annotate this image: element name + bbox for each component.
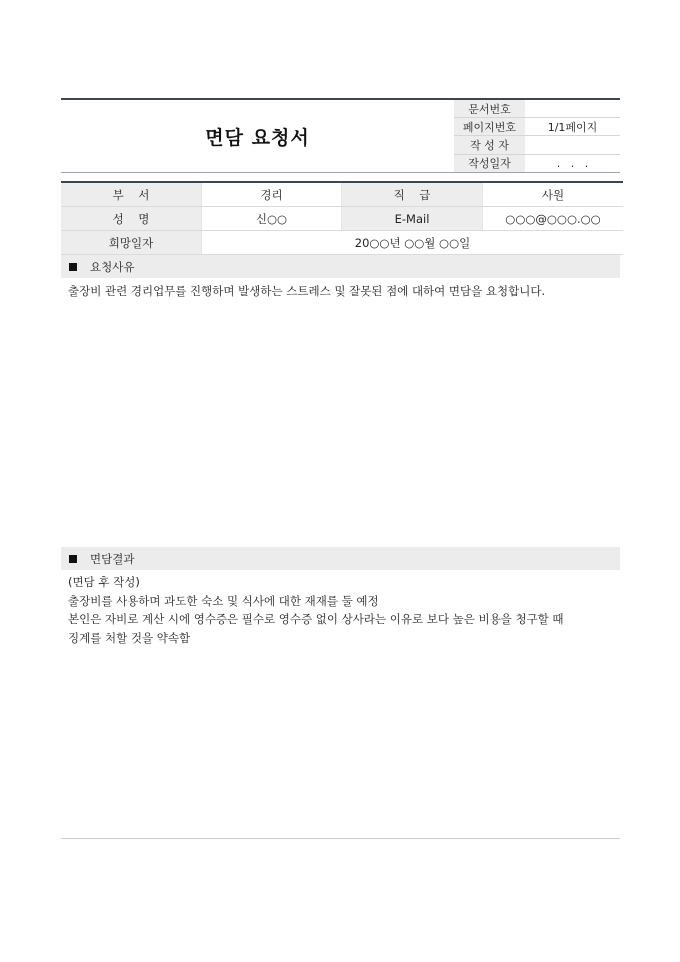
meta-row-doc-number bbox=[454, 100, 620, 118]
rank-value: 사원 bbox=[483, 182, 624, 207]
info-row-name-email bbox=[61, 207, 623, 231]
desired-date-value: 20○○년 ○○월 ○○일 bbox=[202, 231, 624, 255]
meta-row-author bbox=[454, 136, 620, 154]
dept-label: 부 서 bbox=[61, 182, 202, 207]
dept-value: 경리 bbox=[202, 182, 342, 207]
result-line: 본인은 자비로 계산 시에 영수증은 필수로 영수증 없이 상사라는 이유로 보다 높은 비용을 청구할 때 bbox=[68, 612, 564, 626]
meta-label-author: 작 성 자 bbox=[454, 136, 525, 154]
document-header bbox=[61, 98, 620, 173]
square-bullet-icon bbox=[69, 555, 77, 563]
document-meta-table bbox=[454, 100, 620, 172]
name-label: 성 명 bbox=[61, 207, 202, 231]
request-reason-text: 출장비 관련 경리업무를 진행하며 발생하는 스트레스 및 잘못된 점에 대하여 면담을 요청합니다. bbox=[68, 284, 546, 298]
meeting-result-header bbox=[61, 547, 620, 570]
meta-value-created-date: . . . bbox=[525, 154, 620, 172]
request-reason-header bbox=[61, 255, 620, 278]
meta-value-page-number: 1/1페이지 bbox=[525, 118, 620, 136]
meta-row-created-date bbox=[454, 154, 620, 172]
meta-label-created-date: 작성일자 bbox=[454, 154, 525, 172]
result-line: (면담 후 작성) bbox=[68, 575, 140, 589]
meta-row-page-number bbox=[454, 118, 620, 136]
email-label: E-Mail bbox=[342, 207, 483, 231]
meta-value-doc-number bbox=[525, 100, 620, 118]
document-title: 면담 요청서 bbox=[205, 126, 310, 149]
meeting-result-body bbox=[68, 573, 613, 647]
square-bullet-icon bbox=[69, 263, 77, 271]
name-value: 신○○ bbox=[202, 207, 342, 231]
meta-value-author bbox=[525, 136, 620, 154]
rank-label: 직 급 bbox=[342, 182, 483, 207]
request-reason-heading: 요청사유 bbox=[90, 259, 135, 274]
meeting-result-heading: 면담결과 bbox=[90, 551, 135, 566]
meta-label-page-number: 페이지번호 bbox=[454, 118, 525, 136]
result-line: 출장비를 사용하며 과도한 숙소 및 식사에 대한 재재를 둘 예정 bbox=[68, 593, 379, 608]
request-reason-body bbox=[68, 282, 613, 301]
bottom-divider bbox=[61, 838, 620, 839]
desired-date-label: 희망일자 bbox=[61, 231, 202, 255]
meta-label-doc-number: 문서번호 bbox=[454, 100, 525, 118]
email-value: ○○○@○○○.○○ bbox=[483, 207, 624, 231]
info-row-dept-rank bbox=[61, 182, 623, 207]
result-line: 징계를 처할 것을 약속함 bbox=[68, 630, 191, 645]
applicant-info-table bbox=[61, 181, 623, 255]
info-row-desired-date bbox=[61, 231, 623, 255]
